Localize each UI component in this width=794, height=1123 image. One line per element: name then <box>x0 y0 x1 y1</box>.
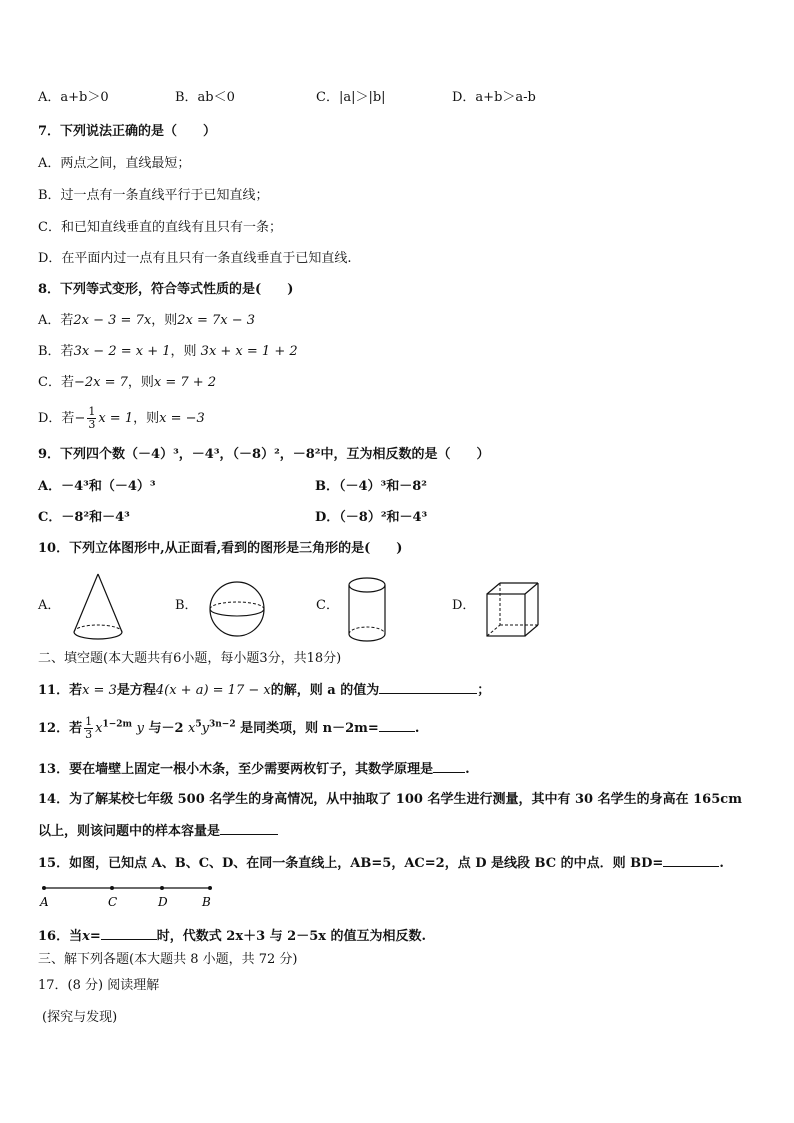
option-9c: C．－8²和－4³ <box>38 510 130 525</box>
fraction-denominator: 3 <box>88 418 96 431</box>
option-6a: A．a+b＞0 <box>38 90 109 105</box>
question-11-end: ； <box>477 683 491 698</box>
option-8c <box>38 375 216 391</box>
answer-blank-12[interactable] <box>379 719 415 732</box>
question-9-stem: 9．下列四个数（－4）³，－4³，（－8）²，－8²中，互为相反数的是（ ） <box>38 447 490 462</box>
point-c-label: C <box>108 895 118 909</box>
option-9d: D．（－8）²和－4³ <box>315 510 428 525</box>
question-16-var: x <box>82 929 90 944</box>
option-9a: A．－4³和（－4）³ <box>38 479 156 494</box>
option-8c-mid: ，则 <box>127 375 154 390</box>
question-12-mid: 与－2 <box>148 721 184 736</box>
option-8d-minus: − <box>74 411 86 426</box>
term-2-y-exponent: 3n−2 <box>209 719 236 730</box>
fraction-one-third <box>84 716 93 741</box>
question-16 <box>38 927 426 945</box>
option-6c: C．|a|＞|b| <box>316 90 386 105</box>
fraction-one-third <box>87 406 96 431</box>
question-16-mid: 时，代数式 2x＋3 与 2－5x 的值互为相反数. <box>156 929 427 944</box>
question-16-eq: = <box>89 929 101 944</box>
option-10c-label: C． <box>316 598 339 613</box>
option-8b-prefix: B．若 <box>38 344 74 359</box>
term-2-x-exponent: 5 <box>195 719 202 730</box>
answer-blank-14[interactable] <box>220 822 278 835</box>
option-8d-eq1: x = 1 <box>98 411 134 426</box>
option-8b-eq2: 3x + x = 1 + 2 <box>200 344 298 359</box>
question-11-suffix: 的解，则 a 的值为 <box>270 683 380 698</box>
fraction-numerator: 1 <box>88 405 96 418</box>
question-12 <box>38 714 419 744</box>
question-17-subheading: (探究与发现) <box>42 1010 118 1025</box>
question-11-prefix: 11．若 <box>38 683 83 698</box>
question-12-suffix: 是同类项，则 n－2m= <box>240 721 379 736</box>
question-11-mid: 是方程 <box>116 683 156 698</box>
option-8a-eq1: 2x − 3 = 7x <box>73 313 152 328</box>
option-10a-label: A． <box>38 598 61 613</box>
question-10-stem: 10．下列立体图形中,从正面看,看到的图形是三角形的是( ) <box>38 541 403 556</box>
option-9b: B．（－4）³和－8² <box>315 479 427 494</box>
question-17-stem: 17．(8 分) 阅读理解 <box>38 978 160 993</box>
section-2-heading: 二、填空题(本大题共有6小题，每小题3分，共18分) <box>38 651 342 666</box>
option-8a-eq2: 2x = 7x − 3 <box>177 313 255 328</box>
option-8a-mid: ，则 <box>151 313 178 328</box>
point-b-dot <box>208 886 212 890</box>
term-2-y: y <box>201 721 209 736</box>
answer-blank-15[interactable] <box>663 854 719 867</box>
sphere-icon <box>206 580 268 638</box>
option-8c-prefix: C．若 <box>38 375 74 390</box>
question-14-line-2 <box>38 822 278 840</box>
option-8d-prefix: D．若 <box>38 411 75 426</box>
option-8b-mid: ，则 <box>170 344 197 359</box>
line-segment-figure <box>36 882 222 912</box>
answer-blank-13[interactable] <box>433 760 465 773</box>
option-8a-prefix: A．若 <box>38 313 74 328</box>
answer-blank-11[interactable] <box>379 681 477 694</box>
option-8b-eq1: 3x − 2 = x + 1 <box>73 344 171 359</box>
option-6b: B．ab＜0 <box>175 90 235 105</box>
fraction-numerator: 1 <box>85 715 93 728</box>
point-d-label: D <box>158 895 168 909</box>
term-1-x: x <box>95 721 103 736</box>
option-8c-eq2: x = 7 + 2 <box>153 375 217 390</box>
option-8b <box>38 344 298 360</box>
question-13-text: 13．要在墙壁上固定一根小木条，至少需要两枚钉子，其数学原理是 <box>38 762 434 777</box>
question-12-prefix: 12．若 <box>38 721 83 736</box>
option-8a <box>38 313 255 329</box>
term-1-exponent: 1−2m <box>102 719 133 730</box>
point-a-label: A <box>40 895 49 909</box>
point-b-label: B <box>202 895 211 909</box>
question-11-eq2: 4(x + a) = 17 − x <box>155 683 271 698</box>
cylinder-icon <box>345 576 389 644</box>
term-2-x: x <box>188 721 196 736</box>
point-c-dot <box>110 886 114 890</box>
option-7c: C．和已知直线垂直的直线有且只有一条； <box>38 220 282 235</box>
question-13 <box>38 760 470 778</box>
question-13-end: . <box>465 762 470 777</box>
term-1-y: y <box>136 721 144 736</box>
question-11 <box>38 681 490 699</box>
option-6d: D．a+b＞a-b <box>452 90 536 105</box>
question-14-text: 以上，则该问题中的样本容量是 <box>38 824 221 839</box>
question-8-stem: 8．下列等式变形，符合等式性质的是( ) <box>38 282 294 297</box>
question-14-line-1: 14．为了解某校七年级 500 名学生的身高情况，从中抽取了 100 名学生进行测量，其中有 30 名学生的身高在 165cm <box>38 792 742 807</box>
question-16-prefix: 16．当 <box>38 929 83 944</box>
point-d-dot <box>160 886 164 890</box>
option-10d-label: D． <box>452 598 476 613</box>
answer-blank-16[interactable] <box>101 927 157 940</box>
question-15-end: . <box>719 856 724 871</box>
option-8d-mid: ，则 <box>133 411 160 426</box>
option-8d <box>38 404 205 434</box>
question-7-stem: 7．下列说法正确的是（ ） <box>38 124 217 139</box>
fraction-denominator: 3 <box>85 728 93 741</box>
option-7b: B．过一点有一条直线平行于已知直线； <box>38 188 269 203</box>
cone-icon <box>70 572 126 644</box>
option-8d-eq2: x = −3 <box>159 411 205 426</box>
cuboid-icon <box>484 580 542 640</box>
option-10b-label: B． <box>175 598 198 613</box>
option-7d: D．在平面内过一点有且只有一条直线垂直于已知直线. <box>38 251 352 266</box>
option-7a: A．两点之间，直线最短； <box>38 156 191 171</box>
question-12-end: . <box>414 721 420 736</box>
point-a-dot <box>42 886 46 890</box>
option-8c-eq1: −2x = 7 <box>73 375 128 390</box>
question-15 <box>38 854 724 872</box>
question-15-text: 15．如图，已知点 A、B、C、D、在同一条直线上，AB=5，AC=2，点 D 是线段 BC 的中点．则 BD= <box>38 856 664 871</box>
question-11-eq1: x = 3 <box>82 683 117 698</box>
section-3-heading: 三、解下列各题(本大题共 8 小题，共 72 分) <box>38 952 298 967</box>
